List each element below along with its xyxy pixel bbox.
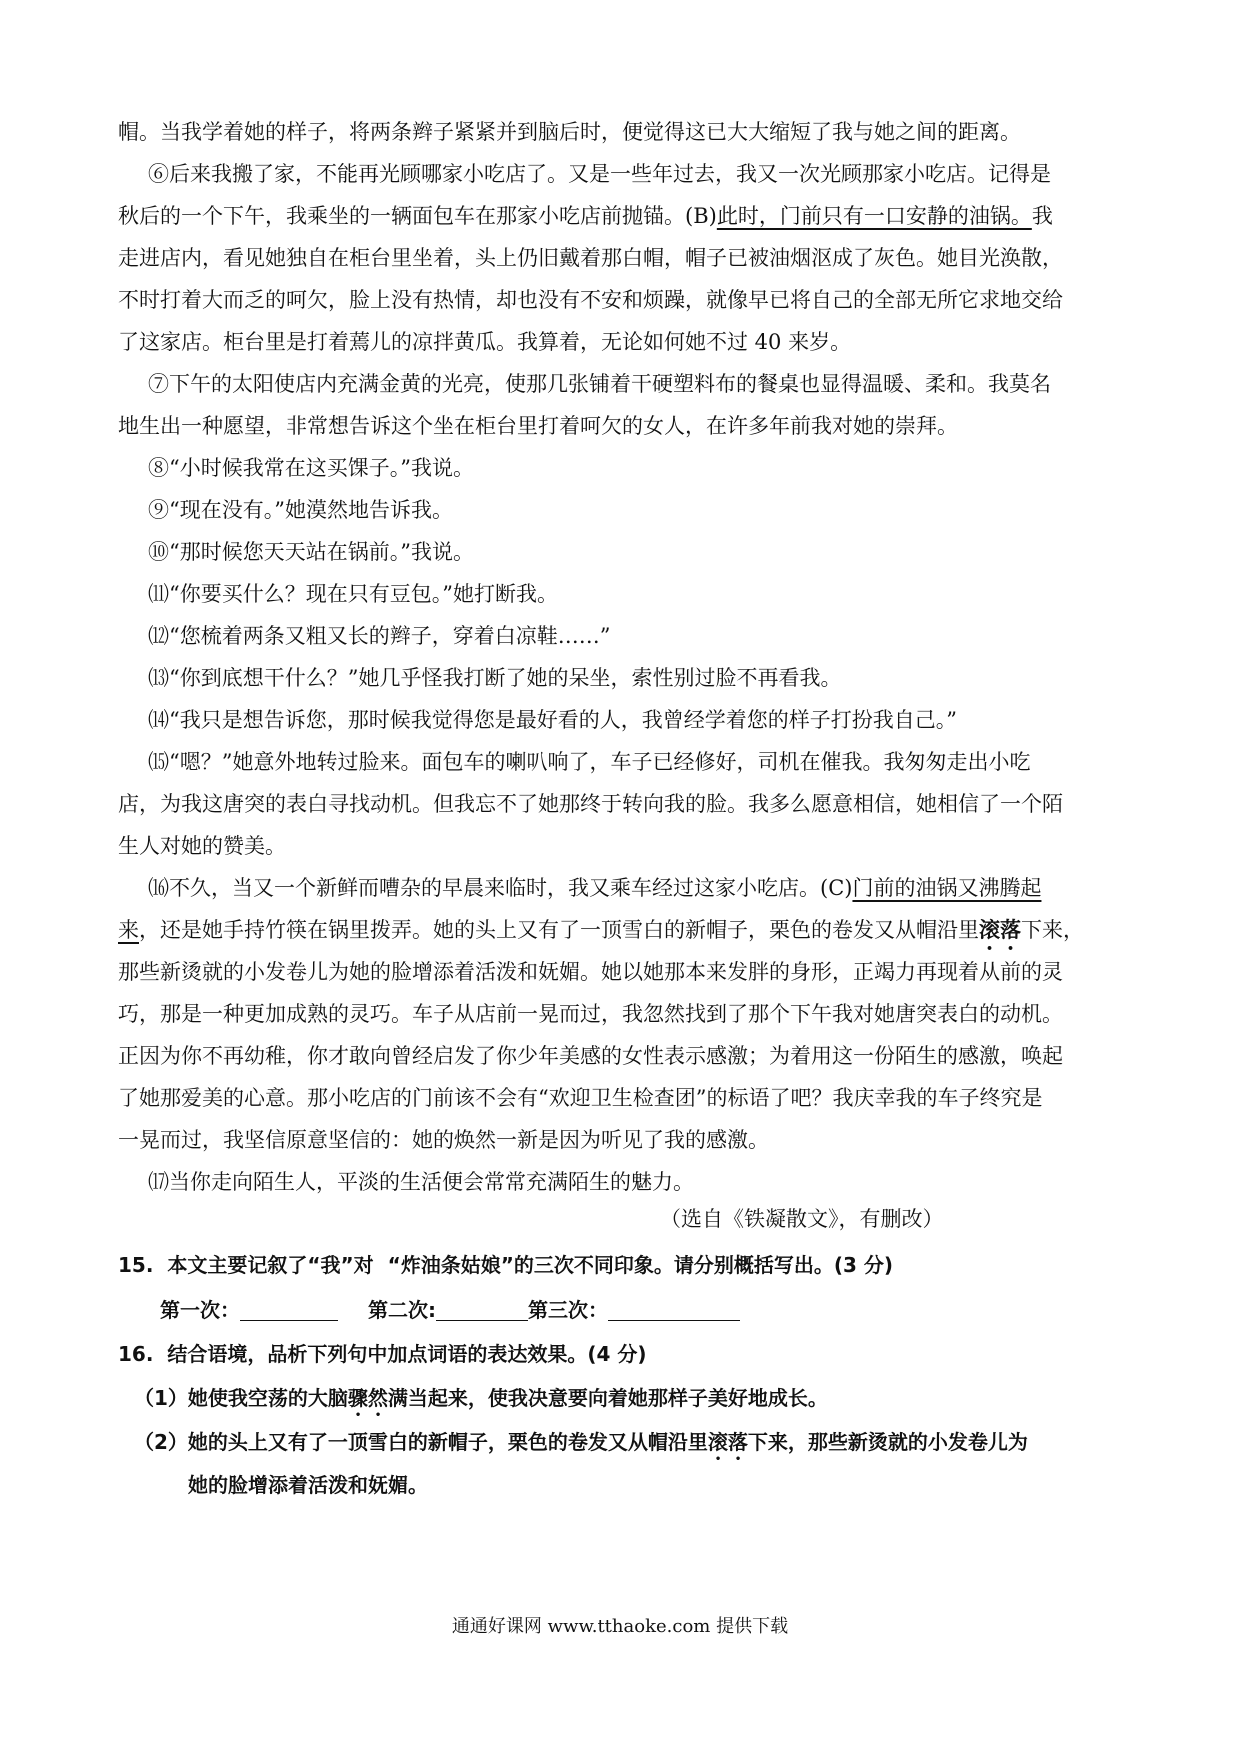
text-span: 了她那爱美的心意。那小吃店的门前该不会有“欢迎卫生检查团”的标语了吧？我庆幸我的车子终究是 [118, 1086, 1043, 1110]
text-span: ⑾“你要买什么？现在只有豆包。”她打断我。 [148, 582, 558, 606]
question-16 [118, 1339, 647, 1369]
text-span: 她的脸增添着活泼和妩媚。 [188, 1473, 428, 1497]
paragraph-16-line-6 [118, 1083, 1042, 1113]
text-span: 走进店内，看见她独自在柜台里坐着，头上仍旧戴着那白帽，帽子已被油烟沤成了灰色。她目光涣散， [118, 246, 1063, 270]
text-span: 16. 结合语境，品析下列句中加点词语的表达效果。(4 分) [118, 1342, 647, 1366]
text-span: 秋后的一个下午，我乘坐的一辆面包车在那家小吃店前抛锚。(B) [118, 204, 717, 228]
text-span: ⑿“您梳着两条又粗又长的辫子，穿着白凉鞋……” [148, 624, 611, 648]
paragraph-16-line-7 [118, 1125, 769, 1155]
text-span: ⒁“我只是想告诉您，那时候我觉得您是最好看的人，我曾经学着您的样子打扮我自己。” [148, 708, 957, 732]
question-15-answers [160, 1295, 740, 1325]
text-span: （2）她的头上又有了一顶雪白的新帽子，栗色的卷发又从帽沿里 [134, 1430, 708, 1454]
paragraph-6-line-4 [118, 285, 1063, 315]
text-span: 不时打着大而乏的呵欠，脸上没有热情，却也没有不安和烦躁，就像早已将自己的全部无所它求地交给 [118, 288, 1063, 312]
answer-blank-first[interactable] [240, 1298, 338, 1321]
paragraph-7-line-2 [118, 411, 958, 441]
emphasis-word: 滚落 [979, 917, 1021, 942]
paragraph-11 [148, 579, 558, 609]
paragraph-15-line-2 [118, 789, 1063, 819]
text-span: ⑦下午的太阳使店内充满金黄的光亮，使那几张铺着干硬塑料布的餐桌也显得温暖、柔和。我莫名 [148, 372, 1051, 396]
paragraph-6-line-1 [148, 159, 1051, 189]
text-span: ⒀“你到底想干什么？”她几乎怪我打断了她的呆坐，索性别过脸不再看我。 [148, 666, 842, 690]
answer-label-second: 第二次: [368, 1298, 436, 1322]
text-span: ⑧“小时候我常在这买馃子。”我说。 [148, 456, 474, 480]
emphasis-word: 骤然 [347, 1386, 388, 1410]
text-span: 那些新烫就的小发卷儿为她的脸增添着活泼和妩媚。她以她那本来发胖的身形，正竭力再现着从前的灵 [118, 960, 1063, 984]
text-span: 帽。当我学着她的样子，将两条辫子紧紧并到脑后时，便觉得这已大大缩短了我与她之间的距离。 [118, 120, 1021, 144]
text-span: ⒄当你走向陌生人，平淡的生活便会常常充满陌生的魅力。 [148, 1170, 694, 1194]
text-span: ⑩“那时候您天天站在锅前。”我说。 [148, 540, 474, 564]
text-span: 下来，那些新烫就的小发卷儿为 [747, 1430, 1028, 1454]
question-15 [118, 1250, 893, 1280]
paragraph-6-line-2 [118, 201, 1053, 231]
text-span: 15. 本文主要记叙了“我”对 “炸油条姑娘”的三次不同印象。请分别概括写出。(3 分) [118, 1253, 894, 1277]
question-16-sentence-1 [134, 1383, 828, 1421]
text-span: 下来， [1021, 918, 1084, 942]
text-span: 一晃而过，我坚信原意坚信的：她的焕然一新是因为听见了我的感激。 [118, 1128, 769, 1152]
paragraph-13 [148, 663, 841, 693]
underlined-sentence-b: 此时，门前只有一口安静的油锅。 [716, 204, 1032, 228]
paragraph-12 [148, 621, 610, 651]
answer-label-third: 第三次： [528, 1298, 608, 1322]
paragraph-9 [148, 495, 453, 525]
text-span: 巧，那是一种更加成熟的灵巧。车子从店前一晃而过，我忽然找到了那个下午我对她唐突表白的动机。 [118, 1002, 1063, 1026]
paragraph-16-line-1 [148, 873, 1041, 903]
text-span: 地生出一种愿望，非常想告诉这个坐在柜台里打着呵欠的女人，在许多年前我对她的崇拜。 [118, 414, 958, 438]
answer-label-first: 第一次： [160, 1298, 240, 1322]
text-span: 生人对她的赞美。 [118, 834, 286, 858]
source-citation [660, 1204, 944, 1234]
text-span: 我 [1031, 204, 1053, 228]
text-span: 了这家店。柜台里是打着蔫儿的凉拌黄瓜。我算着，无论如何她不过 40 来岁。 [118, 330, 852, 354]
paragraph-14 [148, 705, 957, 735]
text-span: ⒃不久，当又一个新鲜而嘈杂的早晨来临时，我又乘车经过这家小吃店。(C) [148, 876, 853, 900]
paragraph-6-line-5 [118, 327, 851, 357]
text-span: 正因为你不再幼稚，你才敢向曾经启发了你少年美感的女性表示感激；为着用这一份陌生的感激，唤起 [118, 1044, 1063, 1068]
page-footer: 通通好课网 www.tthaoke.com 提供下载 [451, 1616, 789, 1637]
text-span: ⑥后来我搬了家，不能再光顾哪家小吃店了。又是一些年过去，我又一次光顾那家小吃店。记得是 [148, 162, 1051, 186]
paragraph-8 [148, 453, 474, 483]
paragraph-15-line-3 [118, 831, 286, 861]
text-span: ⑨“现在没有。”她漠然地告诉我。 [148, 498, 453, 522]
paragraph-16-line-5 [118, 1041, 1063, 1071]
emphasis-word: 滚落 [707, 1430, 748, 1454]
text-span: 满当起来，使我决意要向着她那样子美好地成长。 [387, 1386, 828, 1410]
text-span: 店，为我这唐突的表白寻找动机。但我忘不了她那终于转向我的脸。我多么愿意相信，她相信了一个陌 [118, 792, 1063, 816]
text-span: （1）她使我空荡的大脑 [134, 1386, 348, 1410]
answer-blank-second[interactable] [436, 1298, 528, 1321]
answer-blank-third[interactable] [608, 1298, 740, 1321]
text-span: ⒂“嗯？”她意外地转过脸来。面包车的喇叭响了，车子已经修好，司机在催我。我匆匆走出小吃 [148, 750, 1031, 774]
passage-line [118, 117, 1021, 147]
paragraph-10 [148, 537, 474, 567]
text-span: （选自《铁凝散文》，有删改） [660, 1207, 944, 1231]
underlined-sentence-c: 来 [118, 918, 139, 942]
question-16-sentence-2 [134, 1427, 1028, 1465]
question-16-sentence-2-cont [188, 1470, 428, 1500]
paragraph-6-line-3 [118, 243, 1063, 273]
paragraph-7-line-1 [148, 369, 1051, 399]
paragraph-16-line-2 [118, 915, 1084, 955]
paragraph-16-line-3 [118, 957, 1063, 987]
paragraph-17 [148, 1167, 694, 1197]
paragraph-15-line-1 [148, 747, 1030, 777]
underlined-sentence-c: 门前的油锅又沸腾起 [852, 876, 1042, 900]
text-span: ，还是她手持竹筷在锅里拨弄。她的头上又有了一顶雪白的新帽子，栗色的卷发又从帽沿里 [139, 918, 979, 942]
paragraph-16-line-4 [118, 999, 1063, 1029]
